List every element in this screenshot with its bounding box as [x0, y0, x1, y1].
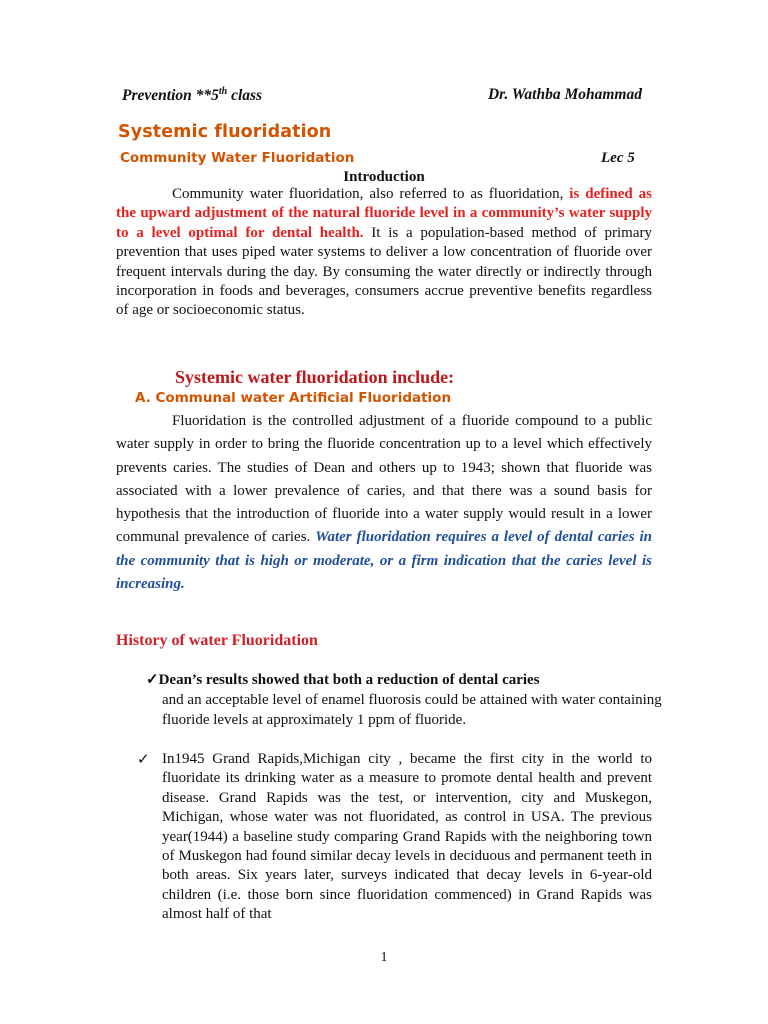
checkmark-icon: ✓	[146, 672, 159, 688]
bullet-dean-results: ✓Dean’s results showed that both a reduction of dental caries	[146, 672, 540, 688]
checkmark-icon: ✓	[137, 752, 150, 768]
lecture-number: Lec 5	[601, 150, 635, 166]
heading-communal-artificial: A. Communal water Artificial Fluoridation	[135, 390, 452, 406]
bullet-dean-results-continued: and an acceptable level of enamel fluorosis could be attained with water containing fluoride levels at approximately 1 ppm of fluoride.	[162, 692, 662, 728]
author-name: Dr. Wathba Mohammad	[487, 86, 642, 103]
introduction-title: Introduction	[343, 169, 425, 185]
heading-systemic-fluoridation: Systemic fluoridation	[118, 122, 332, 142]
definition-highlight: is defined as the upward adjustment of the natural fluoride level in a community’s water supply to a level optimal for dental health.	[116, 186, 652, 241]
requirement-highlight: Water fluoridation requires a level of dental caries in the community that is high or moderate, or a firm indication that the caries level is increasing.	[116, 529, 652, 593]
bullet-grand-rapids: In1945 Grand Rapids,Michigan city , became the first city in the world to fluoridate its drinking water as a measure to promote dental health and prevent disease. Grand Rapids was the test, or intervention, city and Muskegon, Michigan, whose water was not fluoridated, as control in USA. The previous year(1944) a baseline study comparing Grand Rapids with the neighboring town of Muskegon had found similar decay levels in deciduous and permanent teeth in both areas. Six years later, surveys indicated that decay levels in 6-year-old children (i.e. those born since fluoridation commenced) in Grand Rapids was almost half of that	[162, 751, 652, 923]
course-label: Prevention **5th class	[122, 86, 263, 105]
page-number: 1	[380, 950, 388, 965]
artificial-fluoridation-paragraph: Fluoridation is the controlled adjustment of a fluoride compound to a public water supply in order to bring the fluoride concentration up to a level which effectively prevents caries. The studies of Dean and others up to 1943; shown that fluoride was associated with a lower prevalence of caries, and that there was a sound basis for hypothesis that the introduction of fluoride into a water supply would result in a lower communal prevalence of caries. Water fluoridation requires a level of dental caries in the community that is high or moderate, or a firm indication that the caries level is increasing.	[116, 413, 652, 593]
heading-systemic-include: Systemic water fluoridation include:	[175, 367, 455, 387]
page-header	[122, 86, 642, 108]
heading-history: History of water Fluoridation	[116, 632, 318, 649]
introduction-paragraph: Community water fluoridation, also referred to as fluoridation, is defined as the upward adjustment of the natural fluoride level in a community’s water supply to a level optimal for dental health. It is a population-based method of primary prevention that uses piped water systems to deliver a low concentration of fluoride over frequent intervals during the day. By consuming the water directly or indirectly through incorporation in foods and beverages, consumers accrue preventive benefits regardless of age or socioeconomic status.	[116, 186, 652, 319]
heading-community-water-fluoridation: Community Water Fluoridation	[120, 150, 355, 166]
